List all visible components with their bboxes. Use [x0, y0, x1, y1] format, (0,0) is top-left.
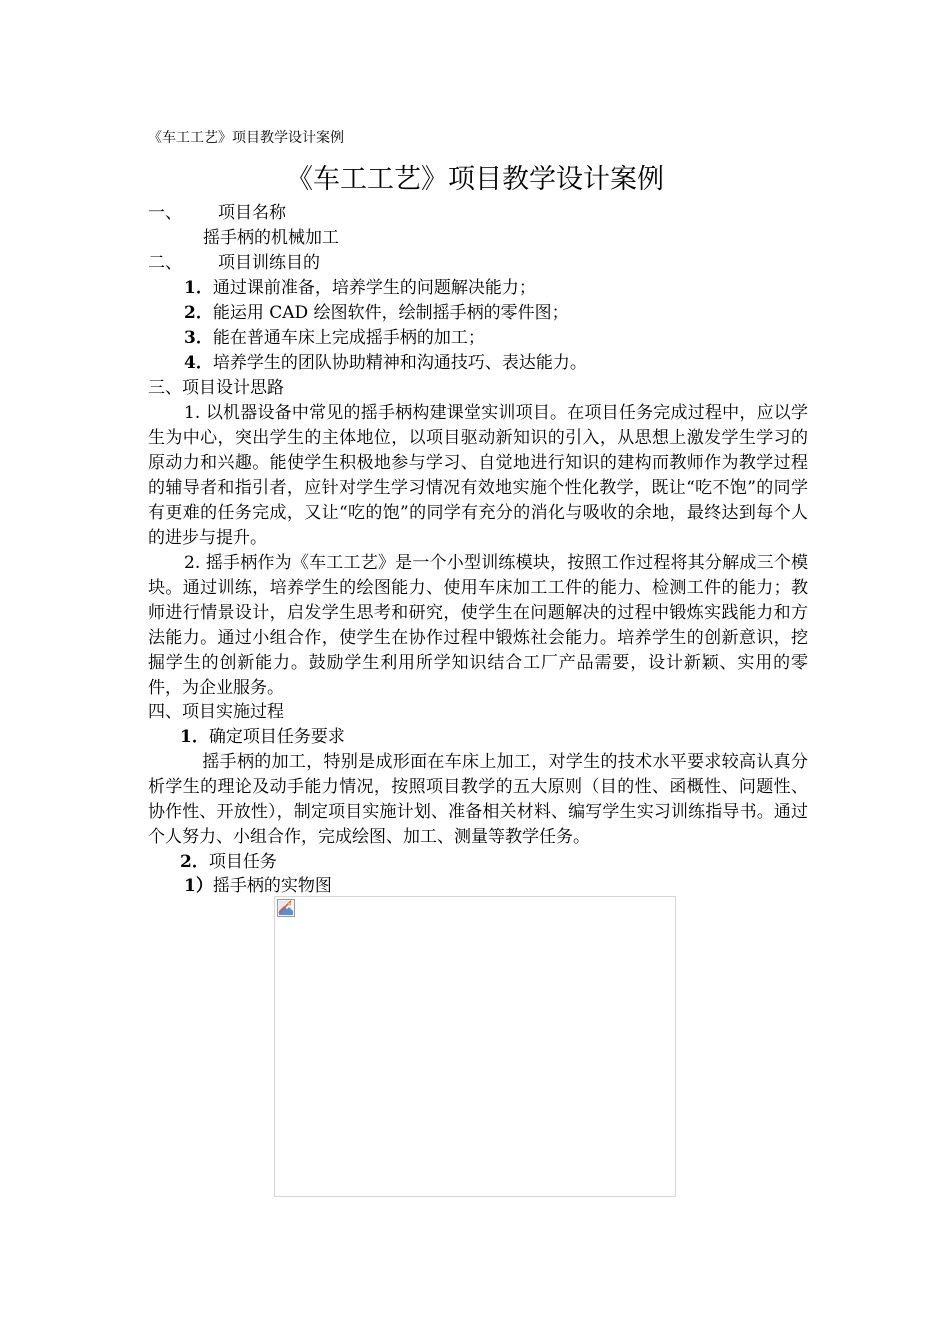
objective-item-4-number: 4． — [184, 353, 213, 373]
objective-item-1 — [184, 276, 536, 301]
section-1-heading — [148, 201, 286, 226]
objective-item-1-number: 1． — [184, 278, 213, 298]
objective-item-3-number: 3． — [184, 328, 213, 348]
objective-item-2-number: 2． — [184, 303, 213, 323]
subsection-2-item-1-text: 摇手柄的实物图 — [212, 876, 332, 896]
section-1-content: 摇手柄的机械加工 — [203, 228, 339, 248]
section-3-paragraph-1-text: 1. 以机器设备中常见的摇手柄构建课堂实训项目。在项目任务完成过程中，应以学生为中心，突出学生的主体地位，以项目驱动新知识的引入，从思想上激发学生学习的原动力和兴趣。能使学生积极地参与学习、自觉地进行知识的建构而教师作为教学过程的辅导者和指引者，应针对学生学习情况有效地实施个性化教学，既让“吃不饱”的同学有更难的任务完成，又让“吃的饱”的同学有充分的消化与吸收的余地，最终达到每个人的进步与提升。 — [148, 403, 808, 548]
subsection-2-number: 2． — [180, 852, 209, 872]
subsection-1 — [180, 725, 345, 750]
objective-item-2 — [184, 301, 569, 326]
subsection-1-number: 1． — [180, 727, 209, 747]
objective-item-4-text: 培养学生的团队协助精神和沟通技巧、表达能力。 — [212, 353, 587, 373]
section-3-paragraph-1 — [148, 401, 808, 551]
objective-item-4 — [184, 351, 587, 376]
subsection-2-text: 项目任务 — [208, 852, 277, 872]
section-1-title: 项目名称 — [218, 203, 286, 223]
objective-item-3 — [184, 326, 485, 351]
objective-item-3-text: 能在普通车床上完成摇手柄的加工； — [212, 328, 485, 348]
section-4-paragraph-1 — [148, 750, 808, 850]
broken-image-icon — [277, 899, 295, 917]
section-3-paragraph-2-text: 2. 摇手柄作为《车工工艺》是一个小型训练模块，按照工作过程将其分解成三个模块。通过训练，培养学生的绘图能力、使用车床加工工件的能力、检测工件的能力；教师进行情景设计，启发学生思考和研究，使学生在问题解决的过程中锻炼实践能力和方法能力。通过小组合作，使学生在协作过程中锻炼社会能力。培养学生的创新意识，挖掘学生的创新能力。鼓励学生利用所学知识结合工厂产品需要，设计新颖、实用的零件，为企业服务。 — [148, 553, 808, 698]
section-2-heading — [148, 251, 320, 276]
section-4-paragraph-1-text: 摇手柄的加工，特别是成形面在车床上加工，对学生的技术水平要求较高认真分析学生的理论及动手能力情况，按照项目教学的五大原则（目的性、函概性、问题性、协作性、开放性），制定项目实施计划、准备相关材料、编写学生实习训练指导书。通过个人努力、小组合作，完成绘图、加工、测量等教学任务。 — [148, 752, 808, 847]
running-header: 《车工工艺》项目教学设计案例 — [148, 130, 344, 146]
subsection-2-item-1-number: 1） — [184, 876, 213, 896]
section-2-title: 项目训练目的 — [218, 253, 320, 273]
section-3-heading: 三、项目设计思路 — [148, 378, 284, 398]
subsection-2 — [180, 850, 277, 875]
section-2-number: 二、 — [148, 253, 182, 273]
objective-item-1-text: 通过课前准备，培养学生的问题解决能力； — [212, 278, 536, 298]
objective-item-2-text: 能运用 CAD 绘图软件，绘制摇手柄的零件图； — [212, 303, 569, 323]
subsection-1-text: 确定项目任务要求 — [208, 727, 345, 747]
section-4-heading: 四、项目实施过程 — [148, 702, 284, 722]
section-1-number: 一、 — [148, 203, 182, 223]
document-title: 《车工工艺》项目教学设计案例 — [286, 164, 664, 195]
section-3-paragraph-2 — [148, 551, 808, 701]
hand-crank-photo-placeholder — [274, 896, 676, 1197]
